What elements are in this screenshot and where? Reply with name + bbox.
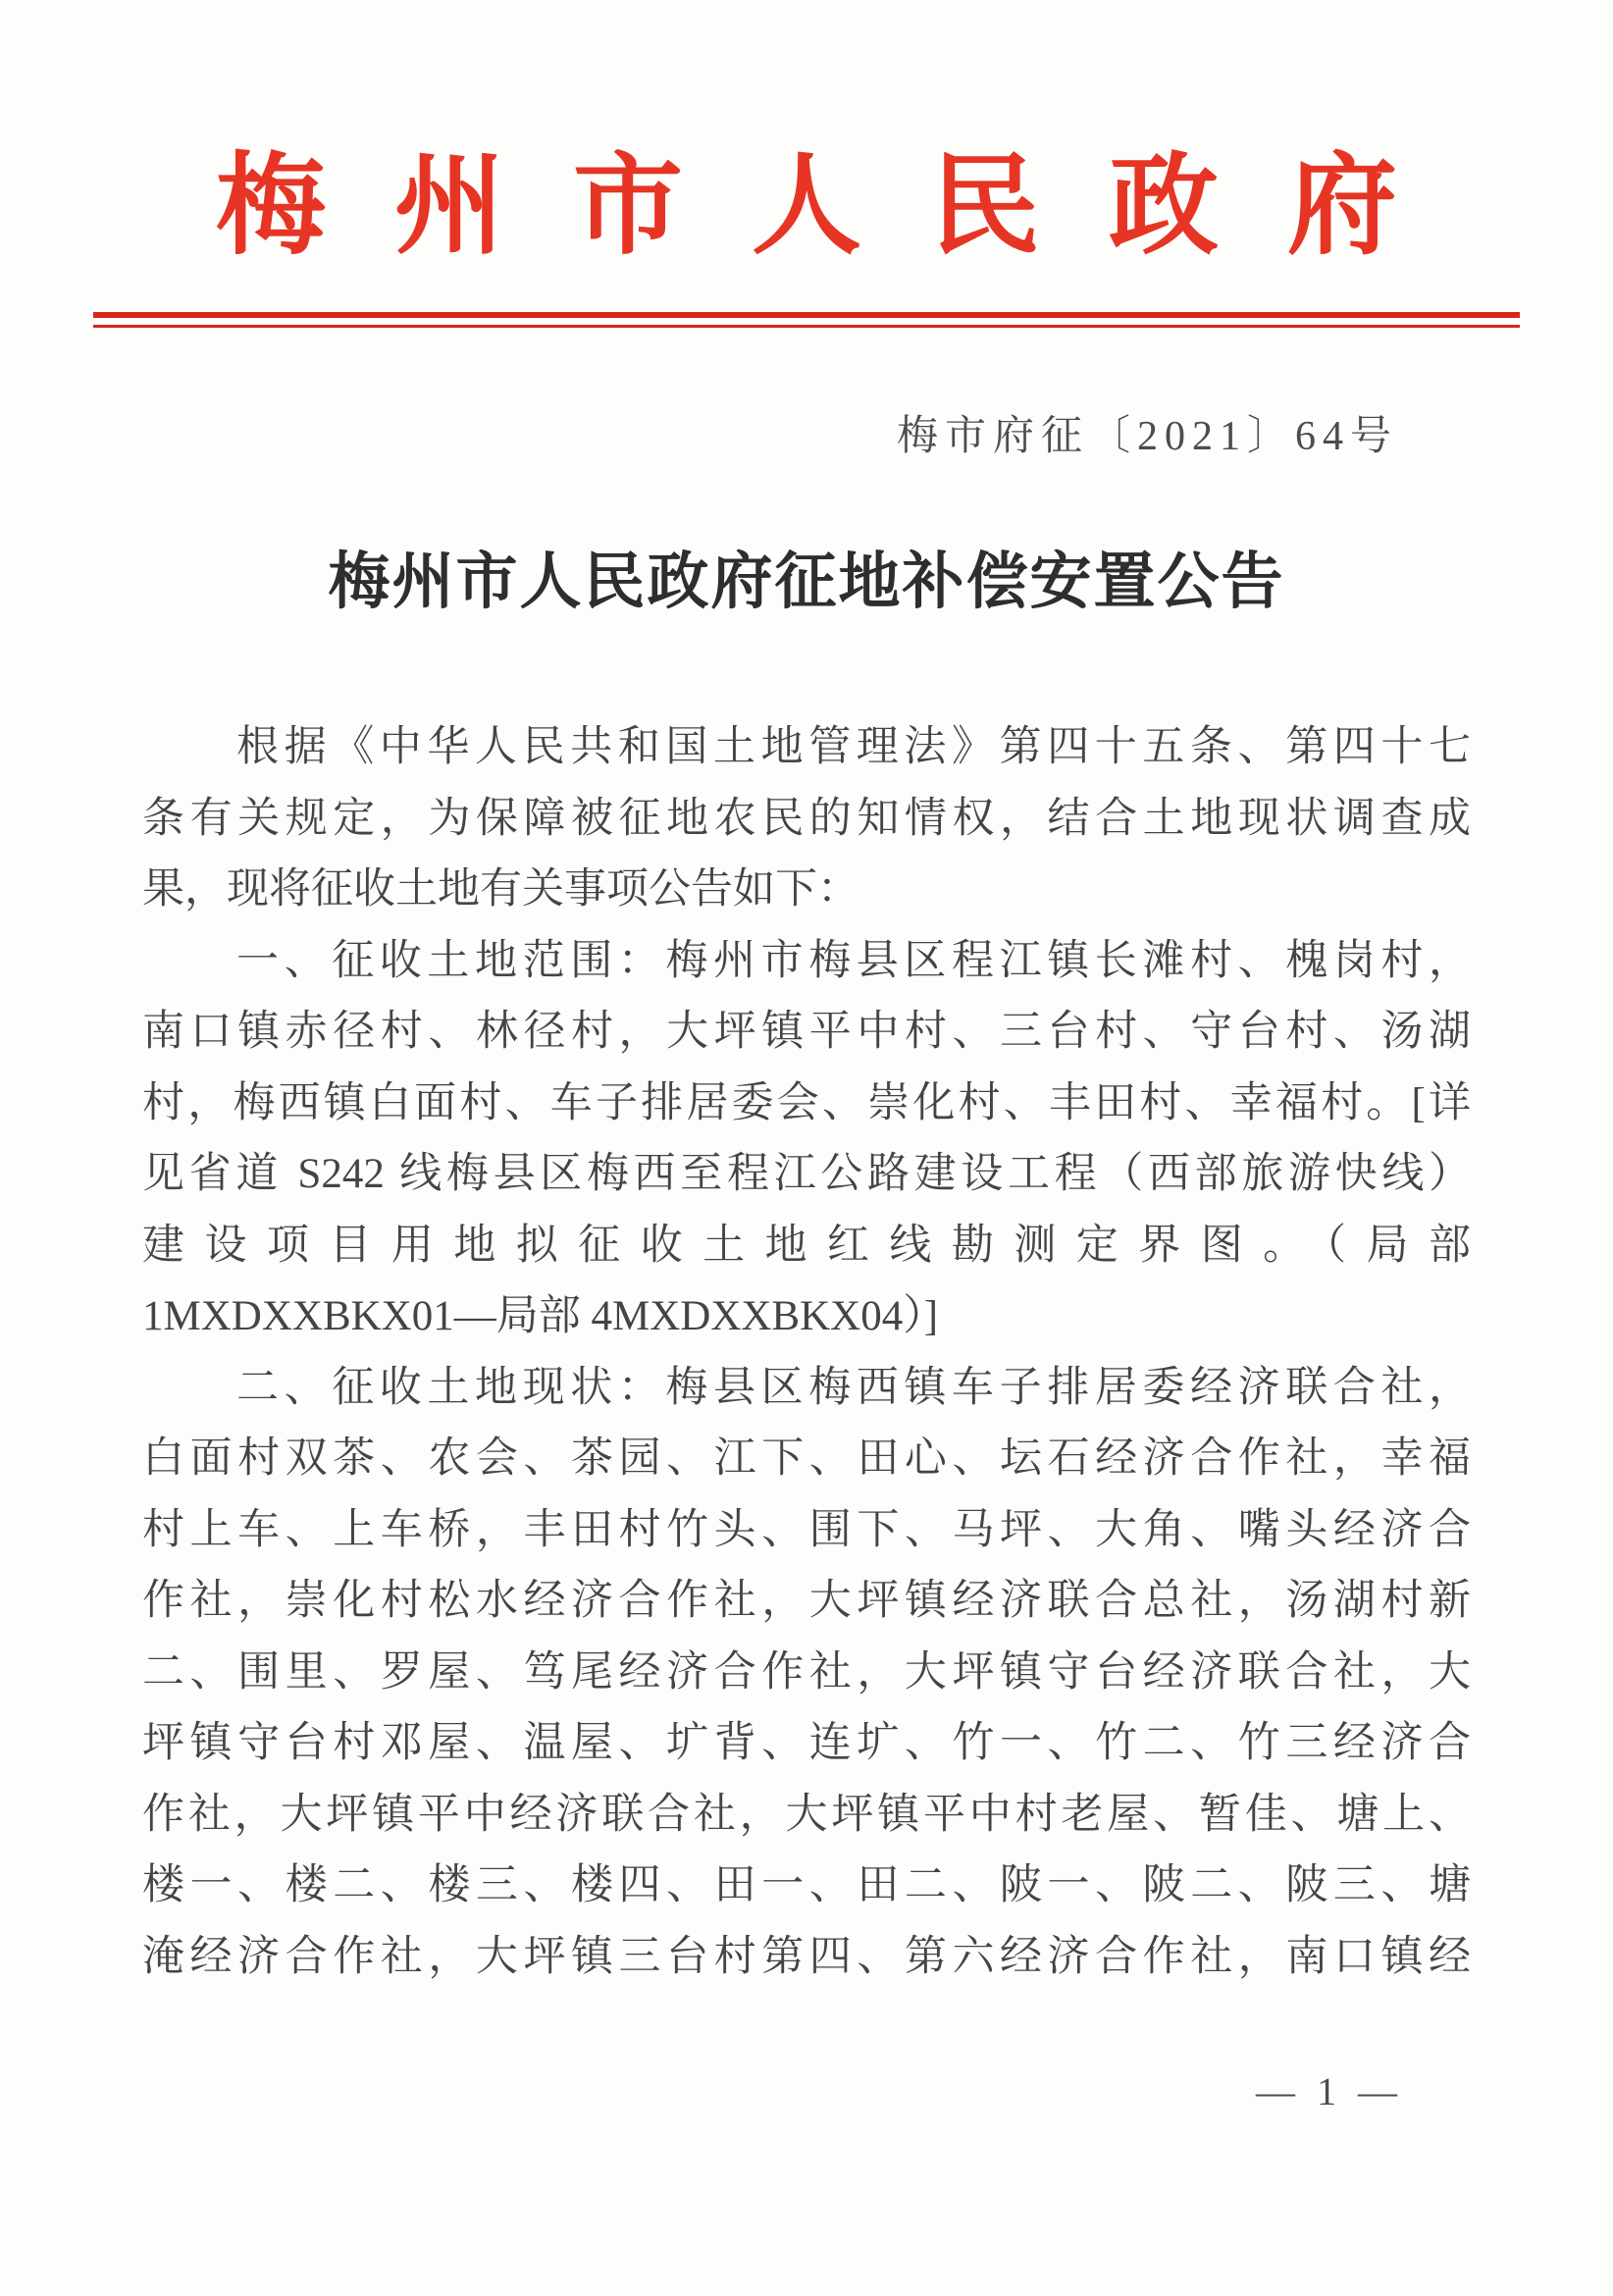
body-line: 条有关规定，为保障被征地农民的知情权，结合土地现状调查成 xyxy=(142,795,1471,842)
body-line: 果，现将征收土地有关事项公告如下： xyxy=(142,866,859,913)
body-line: 村上车、上车桥，丰田村竹头、围下、马坪、大角、嘴头经济合 xyxy=(142,1506,1471,1553)
body-line: 作社，崇化村松水经济合作社，大坪镇经济联合总社，汤湖村新 xyxy=(142,1578,1471,1624)
body-line: 一、征收土地范围：梅州市梅县区程江镇长滩村、槐岗村， xyxy=(236,937,1471,984)
body-line: 坪镇守台村邓屋、温屋、圹背、连圹、竹一、竹二、竹三经济合 xyxy=(142,1720,1471,1766)
page-number: — 1 — xyxy=(1256,2069,1403,2113)
body-line: 根据《中华人民共和国土地管理法》第四十五条、第四十七 xyxy=(236,724,1471,770)
body-line: 二、征收土地现状：梅县区梅西镇车子排居委经济联合社， xyxy=(236,1364,1471,1411)
gov-letterhead-title: 梅州市人民政府 xyxy=(216,146,1466,268)
body-line: 村，梅西镇白面村、车子排居委会、崇化村、丰田村、幸福村。[详 xyxy=(142,1079,1471,1126)
body-line: 楼一、楼二、楼三、楼四、田一、田二、陂一、陂二、陂三、塘 xyxy=(142,1862,1471,1908)
body-line: 建设项目用地拟征收土地红线勘测定界图。（局部 xyxy=(142,1222,1471,1269)
body-line: 1MXDXXBKX01—局部 4MXDXXBKX04）] xyxy=(142,1293,939,1339)
body-line: 二、围里、罗屋、笃尾经济合作社，大坪镇守台经济联合社，大 xyxy=(142,1648,1471,1696)
doc-reference-number: 梅市府征〔2021〕64号 xyxy=(896,414,1398,459)
body-line: 见省道 S242 线梅县区梅西至程江公路建设工程（西部旅游快线） xyxy=(142,1151,1471,1197)
page-title: 梅州市人民政府征地补偿安置公告 xyxy=(328,548,1285,616)
letterhead-divider-rule xyxy=(93,312,1520,328)
body-line: 南口镇赤径村、林径村，大坪镇平中村、三台村、守台村、汤湖 xyxy=(142,1009,1471,1055)
body-line: 作社，大坪镇平中经济联合社，大坪镇平中村老屋、暂佳、塘上、 xyxy=(142,1791,1471,1838)
body-line: 白面村双茶、农会、茶园、江下、田心、坛石经济合作社，幸福 xyxy=(142,1435,1471,1482)
body-line: 淹经济合作社，大坪镇三台村第四、第六经济合作社，南口镇经 xyxy=(142,1933,1471,1980)
document-body xyxy=(142,712,1471,1993)
